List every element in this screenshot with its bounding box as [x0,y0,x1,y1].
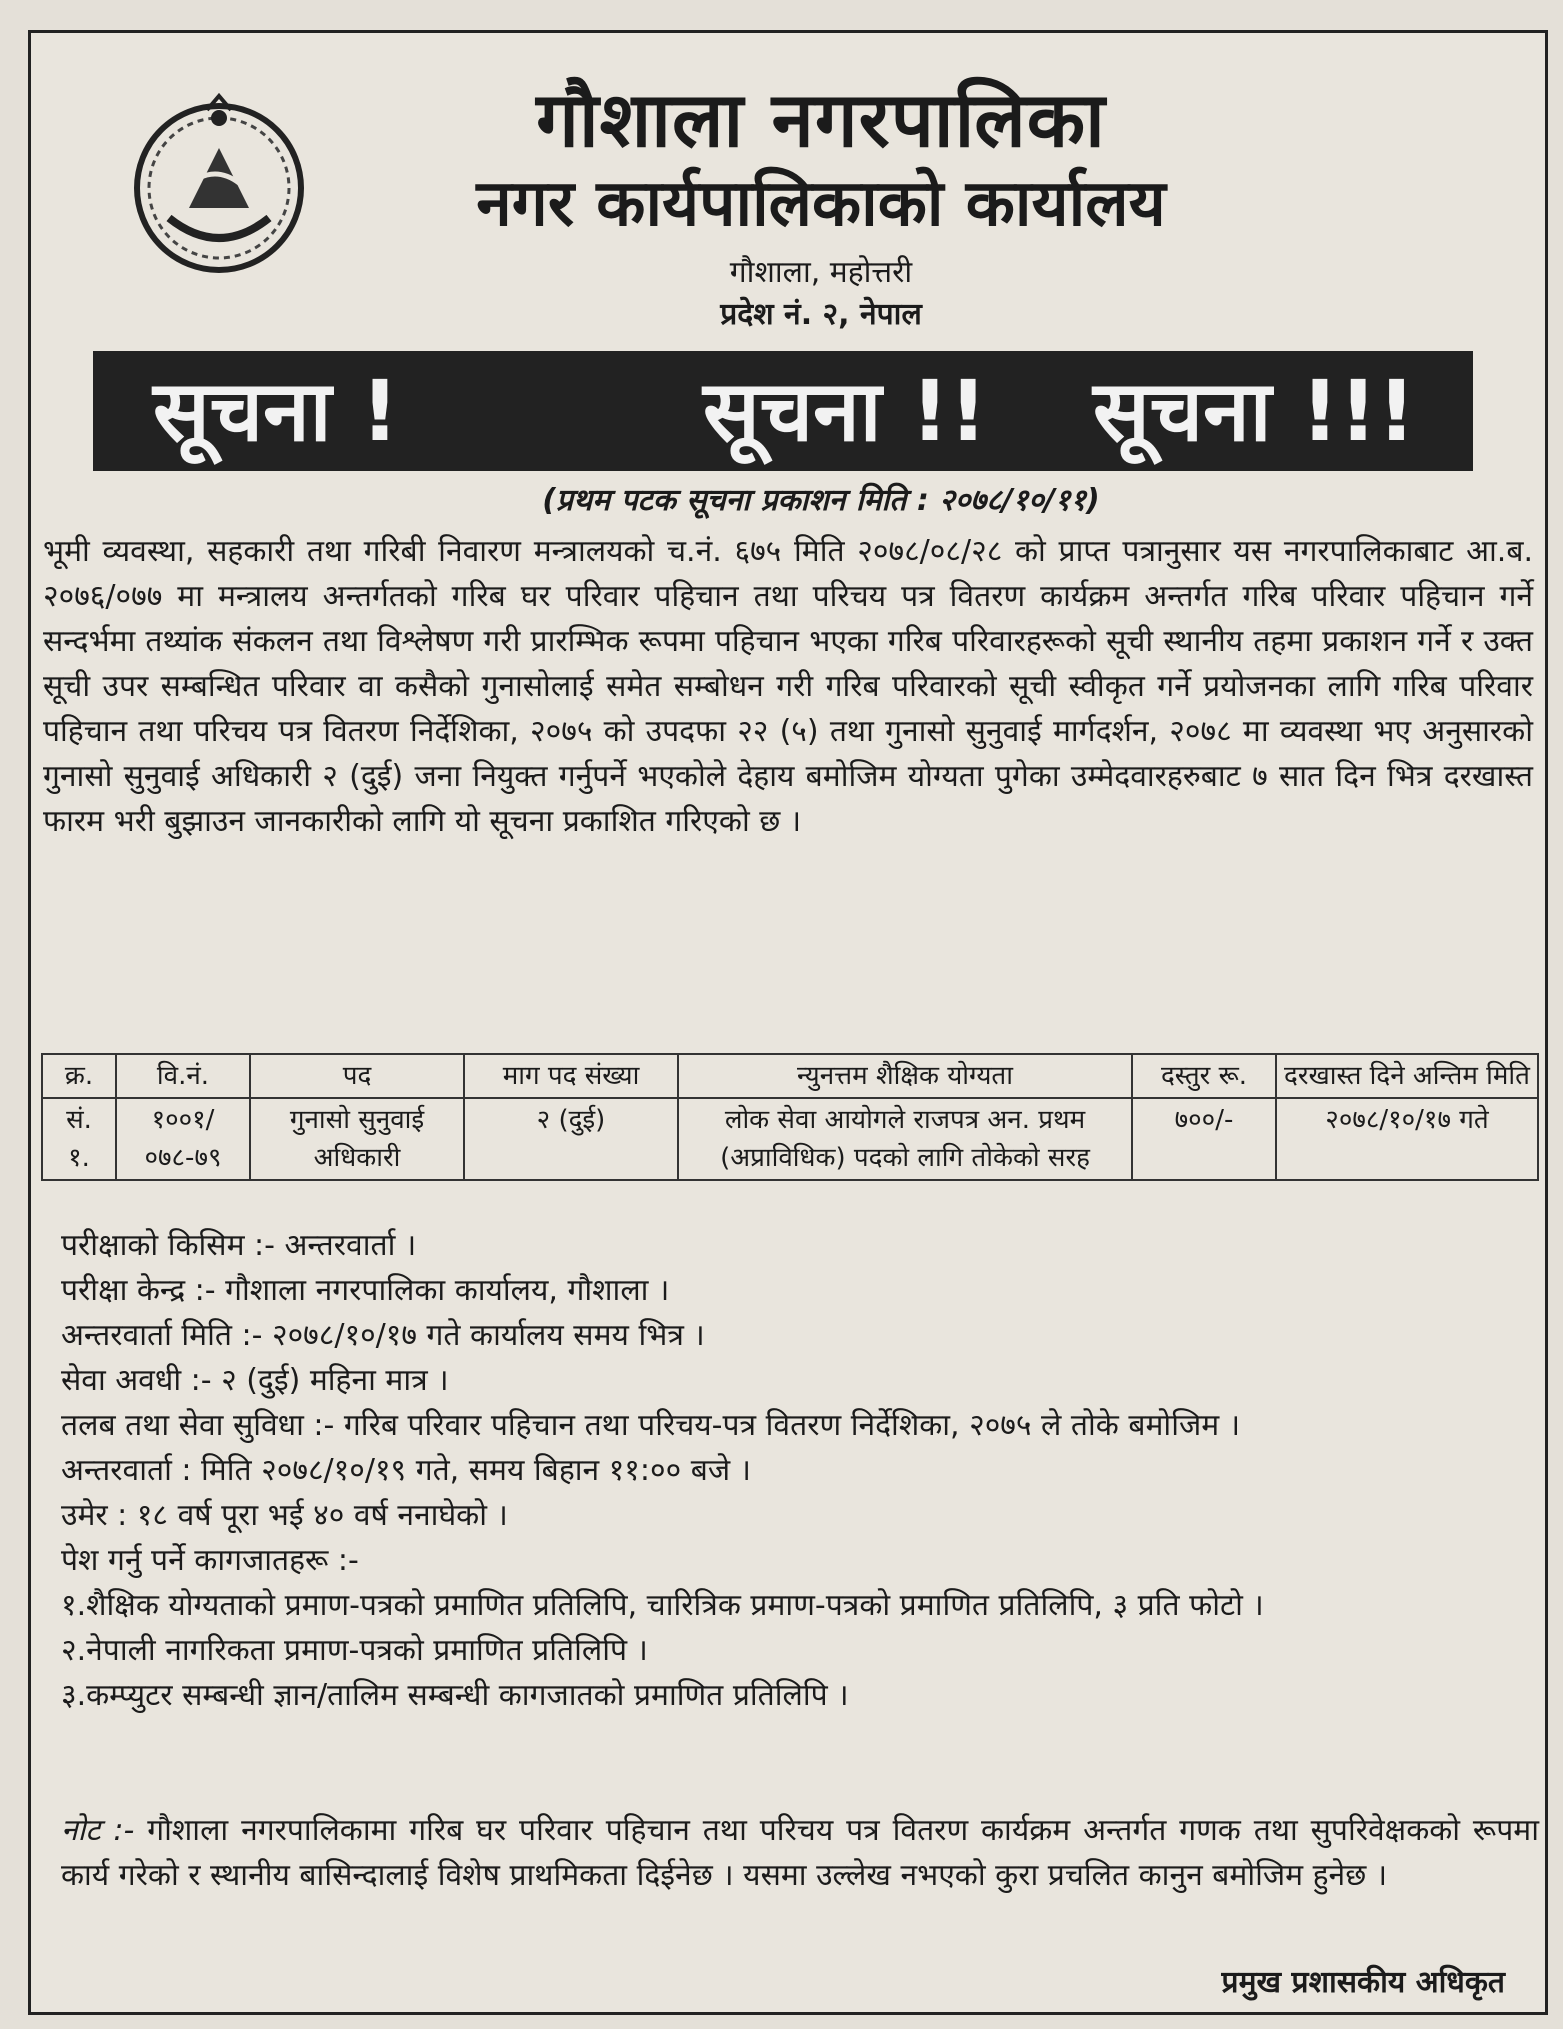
address-line-2: प्रदेश नं. २, नेपाल [720,297,922,332]
cell-post-line1: गुनासो सुनुवाई [289,1105,425,1135]
cell-adv-no [116,1098,250,1180]
cell-deadline: २०७८/१०/१७ गते [1276,1098,1538,1180]
col-header-post: पद [250,1054,464,1098]
publication-date: (प्रथम पटक सूचना प्रकाशन मिति : २०७८/१०/११) [542,483,1100,518]
detail-exam-center: परीक्षा केन्द्र :- गौशाला नगरपालिका कार्यालय, गौशाला । [61,1273,670,1308]
cell-fee: ७००/- [1132,1098,1276,1180]
detail-document-2: २.नेपाली नागरिकता प्रमाण-पत्रको प्रमाणित प्रतिलिपि । [61,1633,648,1668]
banner-word-1: सूचना ! [153,362,400,460]
vacancy-table [41,1053,1539,1181]
detail-document-3: ३.कम्प्युटर सम्बन्धी ज्ञान/तालिम सम्बन्धी कागजातको प्रमाणित प्रतिलिपि । [61,1678,849,1713]
table-row [42,1098,1538,1180]
col-header-deadline: दरखास्त दिने अन्तिम मिति [1276,1054,1538,1098]
cell-qual-line2: (अप्राविधिक) पदको लागि तोकेको सरह [720,1143,1090,1173]
note-label: नोट :- [61,1813,135,1848]
detail-service-period: सेवा अवधी :- २ (दुई) महिना मात्र । [61,1363,449,1398]
cell-sn-line2: १. [68,1143,90,1173]
body-paragraph: भूमी व्यवस्था, सहकारी तथा गरिबी निवारण मन्त्रालयको च.नं. ६७५ मिति २०७८/०८/२८ को प्राप्त पत्रानुसार यस नगरपालिकाबाट आ.ब. २०७६/०७७ मा मन्त्रालय अन्तर्गतको गरिब घर परिवार पहिचान तथा परिचय पत्र वितरण कार्यक्रम अन्तर्गत गरिब परिवार पहिचान गर्ने सन्दर्भमा तथ्यांक संकलन तथा विश्लेषण गरी प्रारम्भिक रूपमा पहिचान भएका गरिब परिवारहरूको सूची स्थानीय तहमा प्रकाशन गर्ने र उक्त सूची उपर सम्बन्धित परिवार वा कसैको गुनासोलाई समेत सम्बोधन गरी गरिब परिवारको सूची स्वीकृत गर्ने प्रयोजनका लागि गरिब परिवार पहिचान तथा परिचय पत्र वितरण निर्देशिका, २०७५ को उपदफा २२ (५) तथा गुनासो सुनुवाई मार्गदर्शन, २०७८ मा व्यवस्था भए अनुसारको गुनासो सुनुवाई अधिकारी २ (दुई) जना नियुक्त गर्नुपर्ने भएकोले देहाय बमोजिम योग्यता पुगेका उम्मेदवारहरुबाट ७ सात दिन भित्र दरखास्त फारम भरी बुझाउन जानकारीको लागि यो सूचना प्रकाशित गरिएको छ । [43,534,1533,839]
detail-document-1: १.शैक्षिक योग्यताको प्रमाण-पत्रको प्रमाणित प्रतिलिपि, चारित्रिक प्रमाण-पत्रको प्रमाणित प्रतिलिपि, ३ प्रति फोटो । [61,1588,1264,1623]
cell-adv-line2: ०७८-७९ [144,1143,222,1173]
detail-interview-time: अन्तरवार्ता : मिति २०७८/१०/१९ गते, समय बिहान ११:०० बजे । [61,1453,752,1488]
detail-documents-heading: पेश गर्नु पर्ने कागजातहरू :- [61,1543,359,1578]
col-header-sn: क्र. [42,1054,116,1098]
detail-salary-benefits: तलब तथा सेवा सुविधा :- गरिब परिवार पहिचान तथा परिचय-पत्र वितरण निर्देशिका, २०७५ ले तोके बमोजिम । [61,1408,1241,1443]
col-header-adv-no: वि.नं. [116,1054,250,1098]
cell-qualification [678,1098,1132,1180]
detail-age: उमेर : १८ वर्ष पूरा भई ४० वर्ष ननाघेको । [61,1498,508,1533]
cell-qual-line1: लोक सेवा आयोगले राजपत्र अन. प्रथम [724,1105,1086,1135]
table-header-row [42,1054,1538,1098]
col-header-qualification: न्युनत्तम शैक्षिक योग्यता [678,1054,1132,1098]
banner-word-3: सूचना !!! [1093,362,1416,460]
note-paragraph [61,1808,1539,1898]
cell-post [250,1098,464,1180]
cell-post-line2: अधिकारी [313,1143,401,1173]
col-header-count: माग पद संख्या [464,1054,678,1098]
nepal-government-emblem-icon [129,88,309,288]
cell-sn-line1: सं. [66,1105,92,1135]
cell-count: २ (दुई) [464,1098,678,1180]
banner-word-2: सूचना !! [703,362,988,460]
cell-adv-line1: १००१/ [151,1105,215,1135]
office-name: गौशाला नगरपालिका [536,75,1106,164]
note-text: गौशाला नगरपालिकामा गरिब घर परिवार पहिचान तथा परिचय पत्र वितरण कार्यक्रम अन्तर्गत गणक तथा सुपरिवेक्षकको रूपमा कार्य गरेको र स्थानीय बासिन्दालाई विशेष प्राथमिकता दिईनेछ । यसमा उल्लेख नभएको कुरा प्रचलित कानुन बमोजिम हुनेछ । [61,1813,1539,1893]
details-list [61,1223,1541,1718]
notice-frame [28,30,1548,2015]
signature: प्रमुख प्रशासकीय अधिकृत [1221,1965,1505,2000]
detail-interview-date: अन्तरवार्ता मिति :- २०७८/१०/१७ गते कार्यालय समय भित्र । [61,1318,705,1353]
detail-exam-type: परीक्षाको किसिम :- अन्तरवार्ता । [61,1228,417,1263]
cell-sn [42,1098,116,1180]
office-subtitle: नगर कार्यपालिकाको कार्यालय [476,167,1166,241]
col-header-fee: दस्तुर रू. [1132,1054,1276,1098]
address-line-1: गौशाला, महोत्तरी [729,255,913,290]
notice-banner [93,351,1473,471]
